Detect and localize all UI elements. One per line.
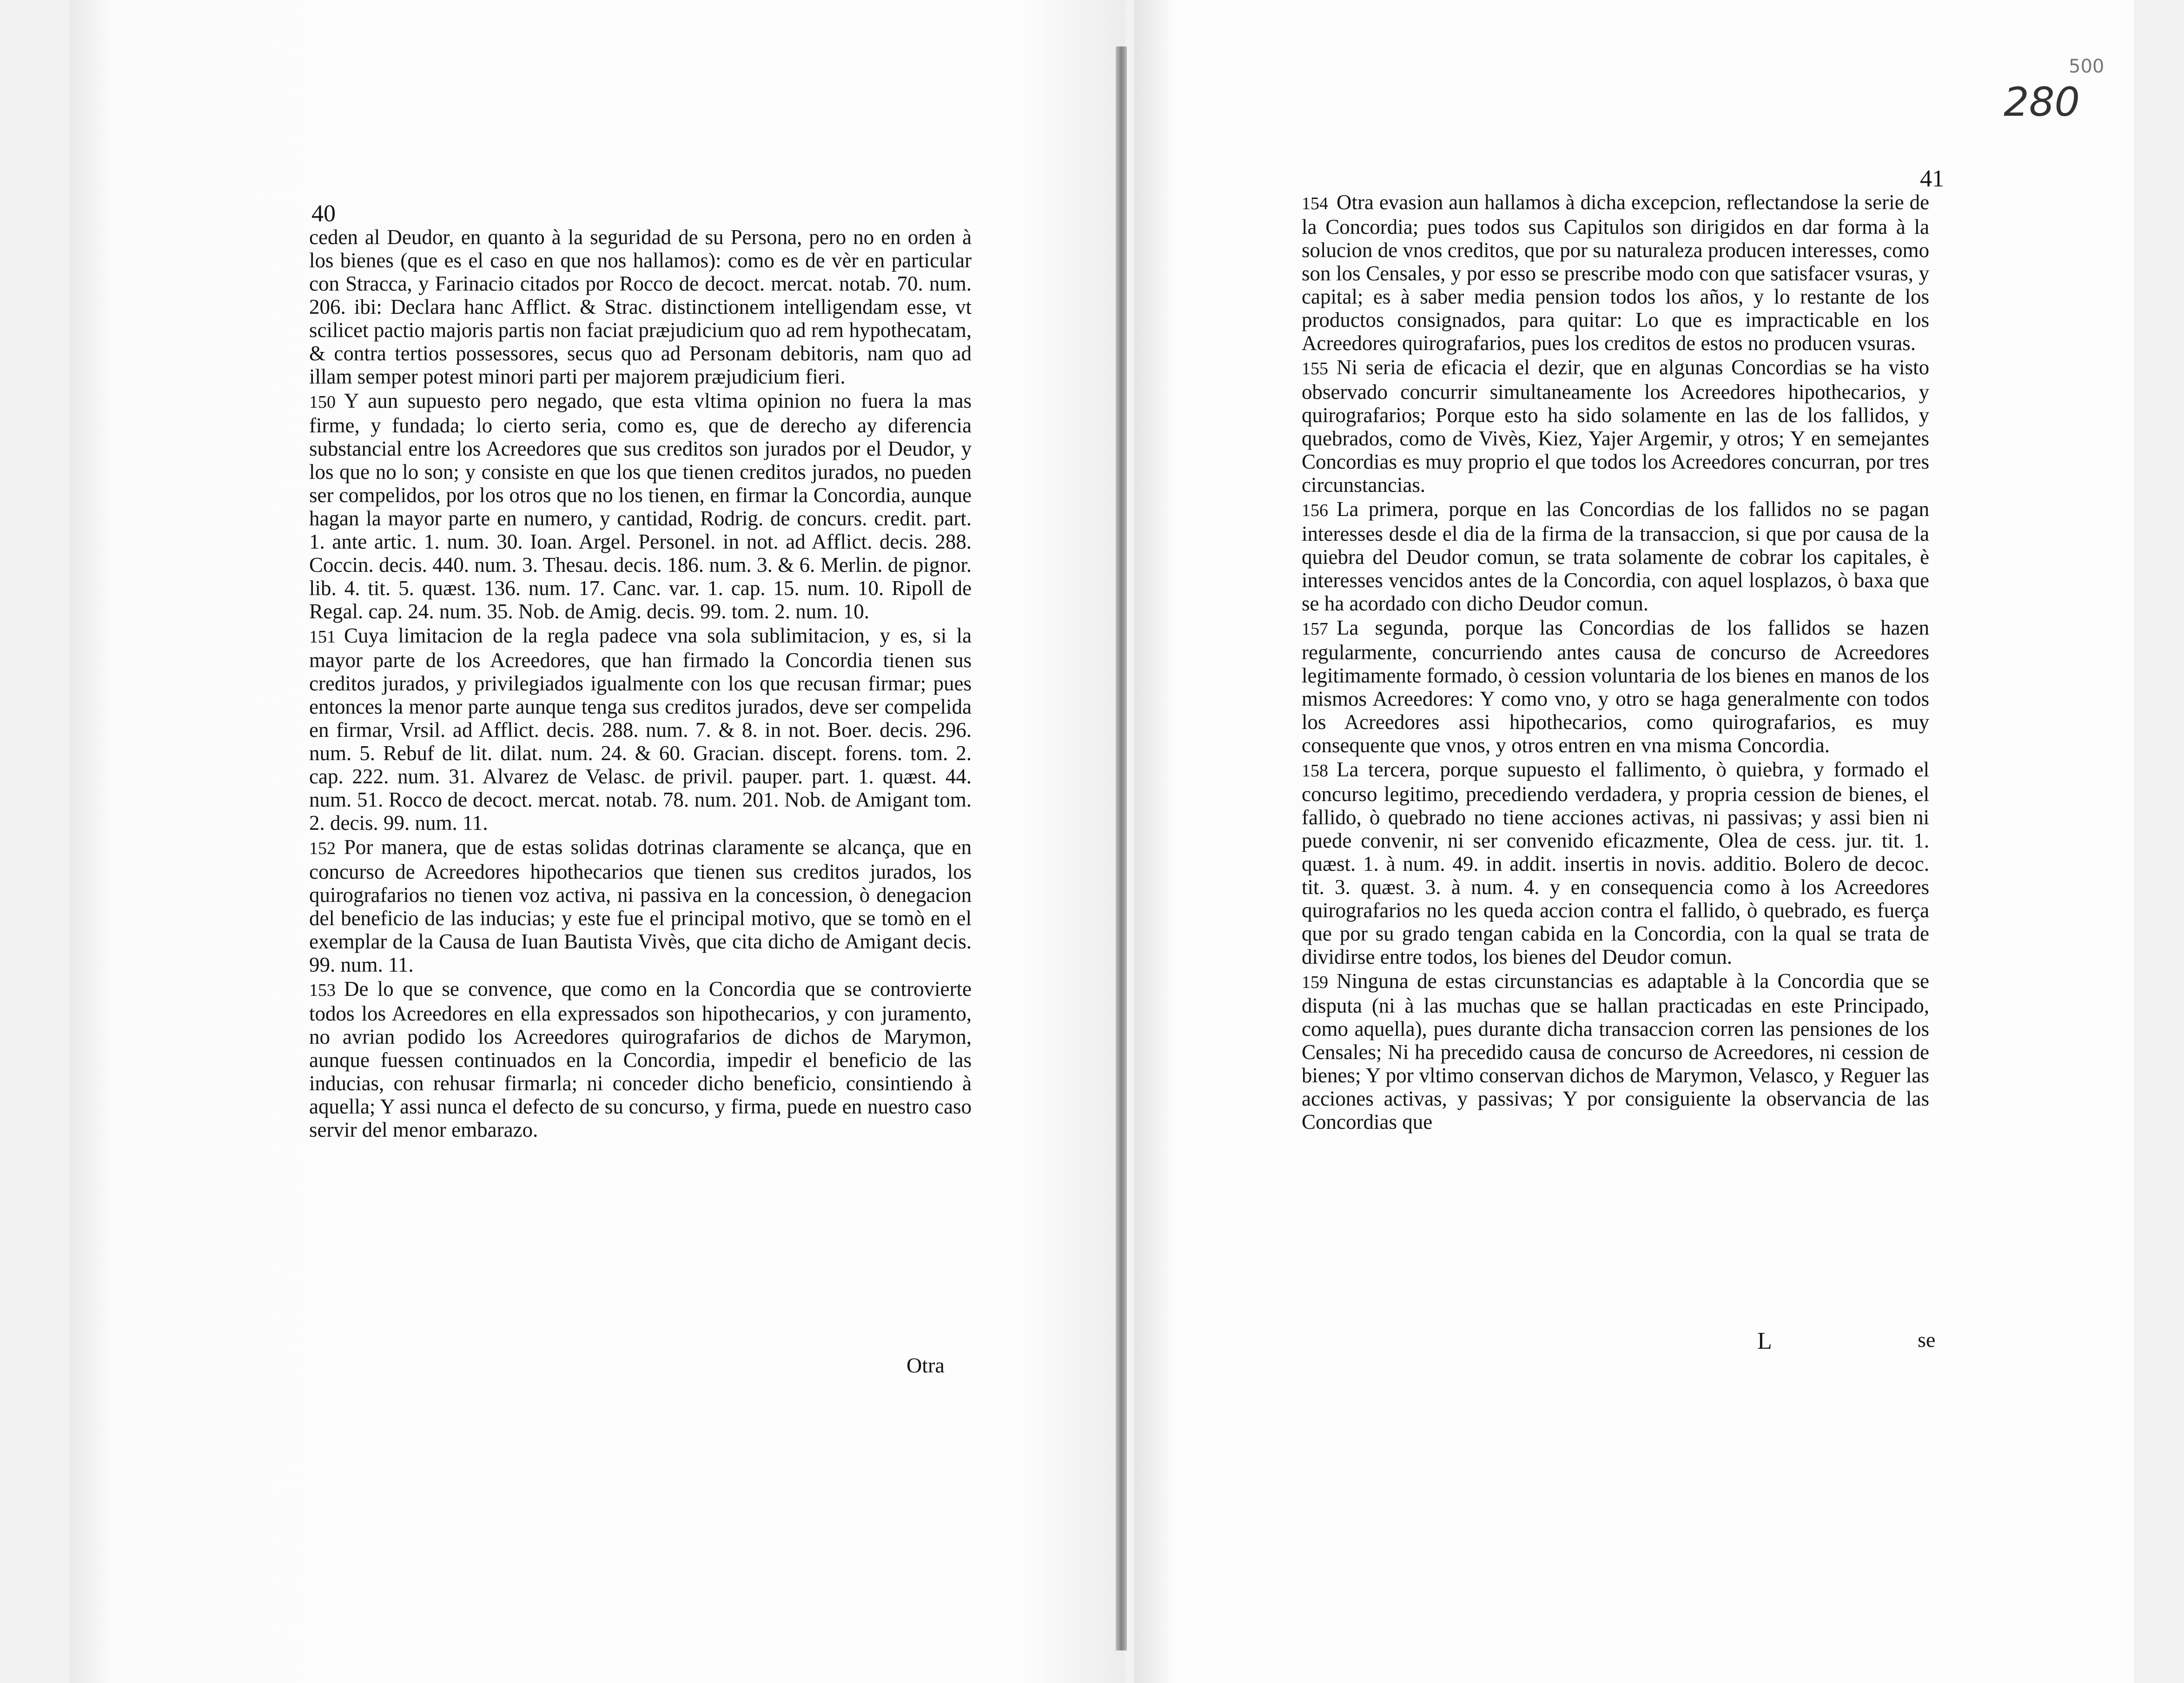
paragraph-number: 151 bbox=[309, 627, 336, 647]
paragraph-158 bbox=[1302, 758, 1929, 968]
paragraph-text: La primera, porque en las Concordias de los fallidos no se pagan interesses desde el dia de la firma de la transaccion, si que por causa de la quiebra del Deudor comun, se trata solamente de cobrar los capitales, è interesses vencidos antes de la Concordia, con aquel losplazos, ò baxa que se ha acordado con dicho Deudor comun. bbox=[1302, 497, 1929, 615]
right-text-column bbox=[1302, 191, 1929, 1134]
paragraph-152 bbox=[309, 835, 972, 976]
paragraph-text: De lo que se convence, que como en la Concordia que se controvierte todos los Acreedores en ella expressados son hipothecarios, y con juramento, no avrian podido los Acreedores quirografarios de dichos de Marymon, aunque fuessen continuados en la Concordia, impedir el beneficio de las inducias, con rehusar firmarla; ni conceder dicho beneficio, consintiendo à aquella; Y assi nunca el defecto de su concurso, y firma, puede en nuestro caso servir del menor embarazo. bbox=[309, 977, 972, 1141]
paragraph-number: 150 bbox=[309, 392, 336, 412]
paragraph-number: 153 bbox=[309, 981, 336, 1000]
paragraph-text: Otra evasion aun hallamos à dicha excepcion, reflectandose la serie de la Concordia; pues todos sus Capitulos son dirigidos en dar forma à la solucion de vnos creditos, que por su naturaleza producen interesses, como son los Censales, y por esso se prescribe modo con que satisfacer vsuras, y capital; es à saber media pension todos los años, y lo restante de los productos consignados, para quitar: Lo que es impracticable en los Acreedores quirografarios, pues los creditos de estos no producen vsuras. bbox=[1302, 191, 1929, 355]
catchword: se bbox=[1918, 1328, 1936, 1352]
paragraph-number: 156 bbox=[1302, 501, 1328, 520]
paragraph-number: 155 bbox=[1302, 359, 1328, 378]
paragraph-number: 158 bbox=[1302, 761, 1328, 781]
page-number: 40 bbox=[311, 200, 336, 227]
opening-paragraph: ceden al Deudor, en quanto à la seguridad de su Persona, pero no en orden à los bienes (que es el caso en que nos hallamos): como es de vèr en particular con Stracca, y Farinacio citados por Rocco de decoct. mercat. notab. 70. num. 206. ibi: Declara hanc Afflict. & Strac. distinctionem intelligendam esse, vt scilicet pactio majoris partis non faciat præjudicium quo ad rem hypothecatam, & contra tertios possessores, secus quo ad Personam debitoris, nam quo ad illam semper potest minori parti per majorem præjudicium fieri. bbox=[309, 225, 972, 388]
book-gutter bbox=[1116, 46, 1127, 1650]
paragraph-number: 159 bbox=[1302, 973, 1328, 992]
paragraph-150 bbox=[309, 389, 972, 623]
paragraph-number: 152 bbox=[309, 839, 336, 858]
signature-mark: L bbox=[1757, 1328, 1772, 1354]
page-number: 41 bbox=[1920, 166, 1944, 192]
paragraph-155 bbox=[1302, 356, 1929, 497]
paragraph-text: Y aun supuesto pero negado, que esta vltima opinion no fuera la mas firme, y fundada; lo cierto seria, como es, que de derecho ay diferencia substancial entre los Acreedores que sus creditos son jurados por el Deudor, y los que no lo son; y consiste en que los que tienen creditos jurados, no pueden ser compelidos, por los otros que no los tienen, en firmar la Concordia, aunque hagan la mayor parte en numero, y cantidad, Rodrig. de concurs. credit. part. 1. ante artic. 1. num. 30. Ioan. Argel. Personel. in not. ad Afflict. decis. 288. Coccin. decis. 440. num. 3. Thesau. decis. 186. num. 3. & 6. Merlin. de pignor. lib. 4. tit. 5. quæst. 136. num. 17. Canc. var. 1. cap. 15. num. 10. Ripoll de Regal. cap. 24. num. 35. Nob. de Amig. decis. 99. tom. 2. num. 10. bbox=[309, 389, 972, 623]
paragraph-text: Ninguna de estas circunstancias es adaptable à la Concordia que se disputa (ni à las muchas que se hallan practicadas en este Principado, como aquella), pues durante dicha transaccion corren las pensiones de los Censales; Ni ha precedido causa de concurso de Acreedores, ni cession de bienes; Y por vltimo conservan dichos de Marymon, Velasco, y Reguer las acciones activas, y passivas; Y por consiguiente la observancia de las Concordias que bbox=[1302, 969, 1929, 1133]
paragraph-text: Por manera, que de estas solidas dotrinas claramente se alcança, que en concurso de Acreedores hipothecarios que tienen sus creditos jurados, los quirografarios no tienen voz activa, ni passiva en la concession, ò denegacion del beneficio de las inducias; y este fue el principal motivo, que se tomò en el exemplar de la Causa de Iuan Bautista Vivès, que cita dicho de Amigant decis. 99. num. 11. bbox=[309, 835, 972, 976]
paragraph-text: Cuya limitacion de la regla padece vna sola sublimitacion, y es, si la mayor parte de los Acreedores, que han firmado la Concordia tienen sus creditos jurados, y privilegiados igualmente con los que recusan firmar; pues entonces la menor parte aunque tenga sus creditos jurados, deve ser compelida en firmar, Vrsil. ad Afflict. decis. 288. num. 7. & 8. in not. Boer. decis. 296. num. 5. Rebuf de lit. dilat. num. 24. & 60. Gracian. discept. forens. tom. 2. cap. 222. num. 31. Alvarez de Velasc. de privil. pauper. part. 1. quæst. 44. num. 51. Rocco de decoct. mercat. notab. 78. num. 201. Nob. de Amigant tom. 2. decis. 99. num. 11. bbox=[309, 624, 972, 835]
paragraph-number: 154 bbox=[1302, 194, 1328, 213]
paragraph-text: Ni seria de eficacia el dezir, que en algunas Concordias se ha visto observado concurrir simultaneamente los Acreedores hipothecarios, y quirografarios; Porque esto ha sido solamente en las de los fallidos, y quebrados, como de Vivès, Kiez, Yajer Argemir, y otros; Y en semejantes Concordias es muy proprio el que todos los Acreedores concurran, por tres circunstancias. bbox=[1302, 356, 1929, 497]
archive-mark: 500 bbox=[2069, 56, 2105, 77]
paragraph-159 bbox=[1302, 969, 1929, 1133]
paragraph-157 bbox=[1302, 616, 1929, 757]
paragraph-151 bbox=[309, 624, 972, 835]
left-text-column bbox=[309, 225, 972, 1142]
paragraph-156 bbox=[1302, 497, 1929, 615]
catchword: Otra bbox=[907, 1353, 945, 1377]
paragraph-153 bbox=[309, 977, 972, 1141]
paragraph-number: 157 bbox=[1302, 619, 1328, 639]
paragraph-text: La tercera, porque supuesto el fallimento, ò quiebra, y formado el concurso legitimo, precediendo verdadera, y propria cession de bienes, el fallido, ò quebrado no tiene acciones activas, ni passivas; y assi bien ni puede convenir, ni ser convenido eficazmente, Olea de cess. jur. tit. 1. quæst. 1. à num. 49. in addit. insertis in novis. additio. Bolero de decoc. tit. 3. quæst. 3. à num. 4. y en consequencia como à los Acreedores quirografarios no les queda accion contra el fallido, ò quebrado, es fuerça que por su grado tengan cabida en la Concordia, con la qual se trata de dividirse entre todos, los bienes del Deudor comun. bbox=[1302, 758, 1929, 968]
archive-folio-number: 280 bbox=[2004, 79, 2080, 126]
paragraph-154 bbox=[1302, 191, 1929, 355]
paragraph-text: La segunda, porque las Concordias de los fallidos se hazen regularmente, concurriendo antes causa de concurso de Acreedores legitimamente formado, ò cession voluntaria de los bienes en manos de los mismos Acreedores: Y como vno, y otro se haga generalmente con todos los Acreedores assi hipothecarios, como quirografarios, es muy consequente que vnos, y otros entren en vna misma Concordia. bbox=[1302, 616, 1929, 757]
